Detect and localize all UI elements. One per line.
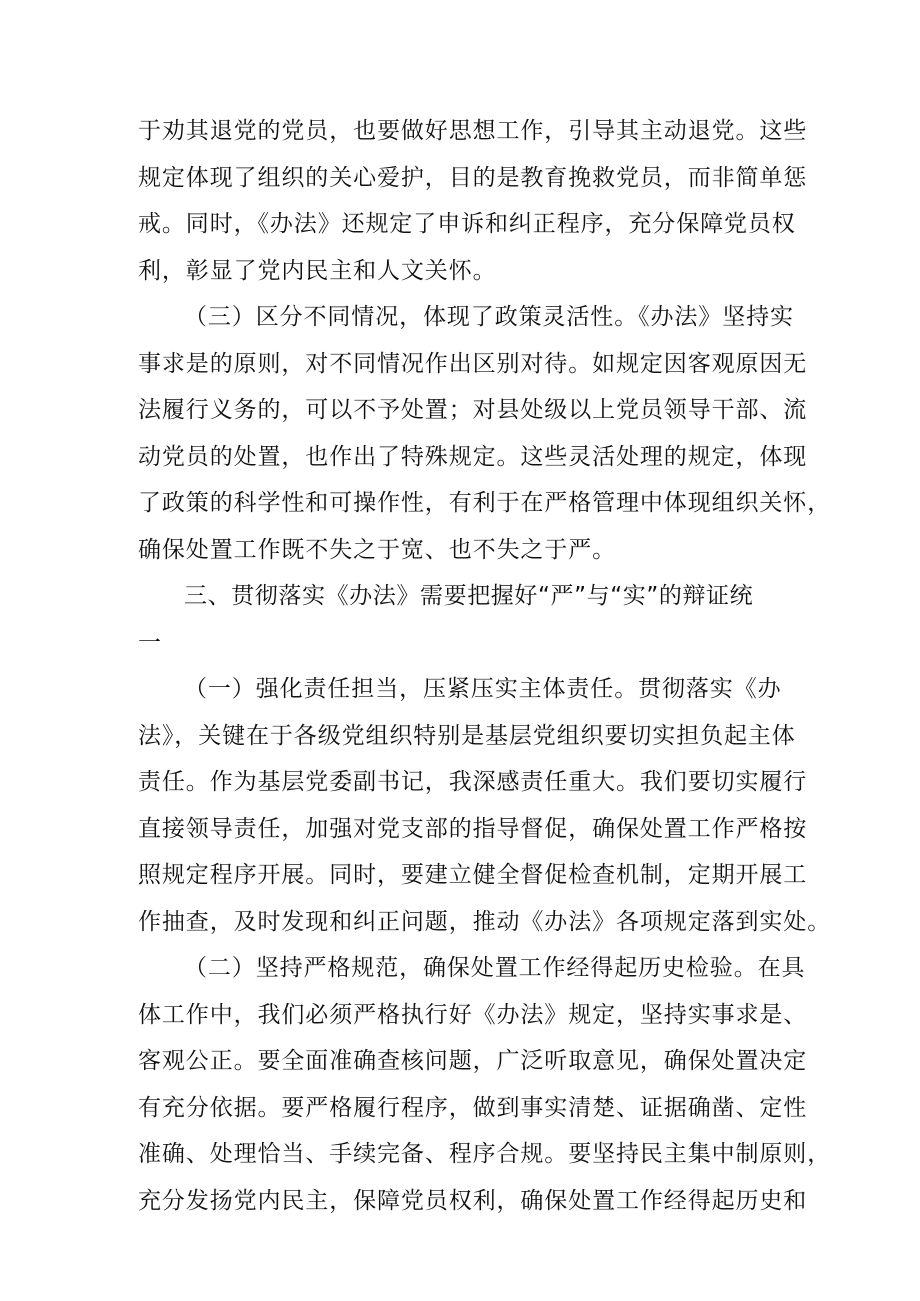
text-line: 准确、处理恰当、手续完备、程序合规。要坚持民主集中制原则，	[138, 1141, 832, 1167]
text-line: 照规定程序开展。同时，要建立健全督促检查机制，定期开展工	[138, 862, 808, 888]
paragraph-start-line: （一）强化责任担当，压紧压实主体责任。贯彻落实《办	[184, 676, 782, 702]
text-line: 了政策的科学性和可操作性，有利于在严格管理中体现组织关怀，	[138, 490, 832, 516]
text-line: 充分发扬党内民主，保障党员权利，确保处置工作经得起历史和	[138, 1187, 808, 1214]
text-line: 利，彰显了党内民主和人文关怀。	[138, 257, 497, 284]
text-line: 直接领导责任，加强对党支部的指导督促，确保处置工作严格按	[138, 815, 808, 842]
paragraph-start-line: （三）区分不同情况，体现了政策灵活性。《办法》坚持实	[184, 304, 794, 330]
text-line: 责任。作为基层党委副书记，我深感责任重大。我们要切实履行	[138, 769, 808, 795]
text-line: 确保处置工作既不失之于宽、也不失之于严。	[138, 536, 616, 563]
section-heading: 三、贯彻落实《办法》需要把握好“严”与“实”的辩证统	[184, 583, 754, 609]
text-line: 戒。同时，《办法》还规定了申诉和纠正程序，充分保障党员权	[138, 211, 796, 237]
text-line: 法》，关键在于各级党组织特别是基层党组织要切实担负起主体	[138, 722, 796, 749]
text-line: 有充分依据。要严格履行程序，做到事实清楚、证据确凿、定性	[138, 1094, 808, 1121]
document-body	[138, 108, 832, 1224]
text-line: 客观公正。要全面准确查核问题，广泛听取意见，确保处置决定	[138, 1048, 808, 1074]
text-line: 于劝其退党的党员，也要做好思想工作，引导其主动退党。这些	[138, 118, 808, 144]
text-line: 规定体现了组织的关心爱护，目的是教育挽救党员，而非简单惩	[138, 164, 808, 191]
section-heading-continuation: 一	[138, 629, 162, 656]
text-line: 事求是的原则，对不同情况作出区别对待。如规定因客观原因无	[138, 350, 808, 377]
text-line: 动党员的处置，也作出了特殊规定。这些灵活处理的规定，体现	[138, 443, 808, 470]
text-line: 体工作中，我们必须严格执行好《办法》规定，坚持实事求是、	[138, 1001, 808, 1028]
paragraph-start-line: （二）坚持严格规范，确保处置工作经得起历史检验。在具	[184, 955, 806, 981]
text-line: 作抽查，及时发现和纠正问题，推动《办法》各项规定落到实处。	[138, 908, 832, 935]
text-line: 法履行义务的，可以不予处置；对县处级以上党员领导干部、流	[138, 397, 808, 423]
